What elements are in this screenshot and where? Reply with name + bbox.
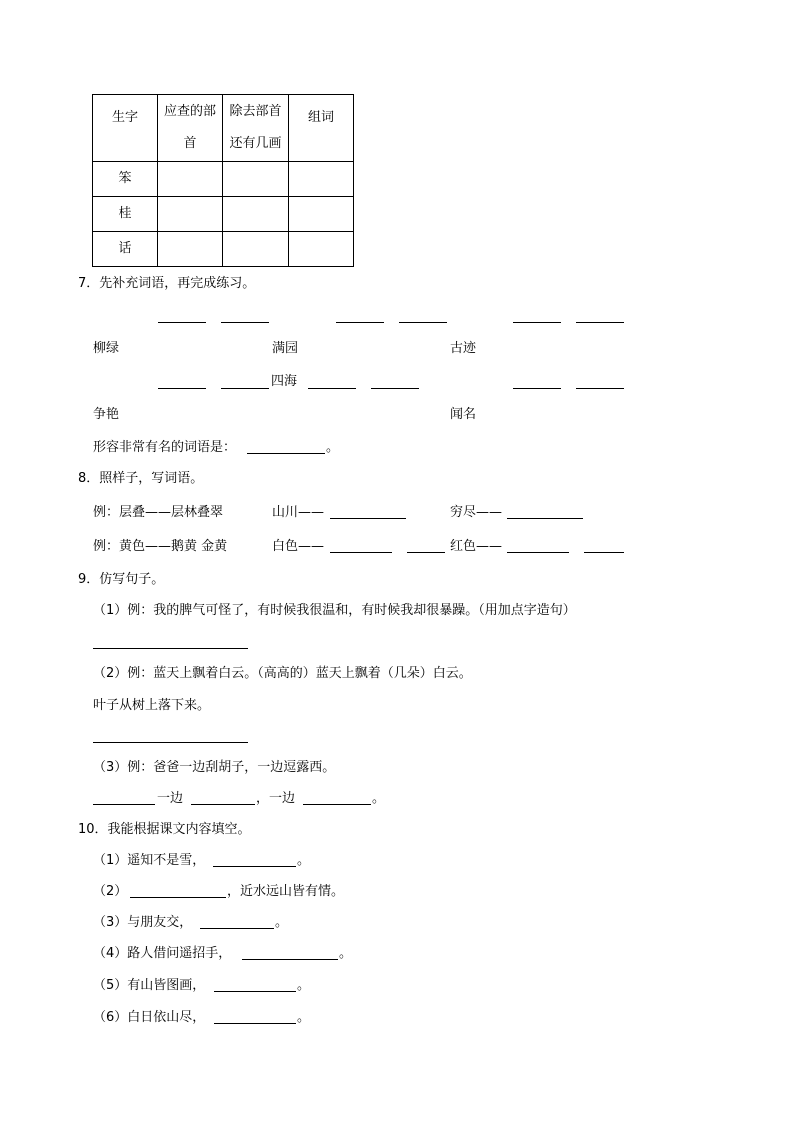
answer-blank[interactable]: [330, 518, 406, 519]
answer-blank[interactable]: [200, 928, 274, 929]
table-cell: 桂: [93, 197, 158, 232]
answer-blank[interactable]: [247, 453, 325, 454]
table-cell: 话: [93, 232, 158, 267]
answer-blank[interactable]: [158, 388, 206, 389]
answer-blank[interactable]: [576, 388, 624, 389]
table-row: [93, 162, 354, 197]
q10-line-4: （4）路人借问遥招手，: [93, 946, 232, 961]
word-zhengyan: 争艳: [93, 407, 120, 422]
header-cell: 除去部首 还有几画: [223, 95, 289, 162]
q10-end-4: 。: [339, 946, 353, 961]
answer-blank[interactable]: [93, 648, 248, 649]
answer-blank[interactable]: [371, 388, 419, 389]
q8-shanchuan: 山川——: [272, 505, 325, 520]
word-guji: 古迹: [450, 341, 477, 356]
q10-line-3: （3）与朋友交，: [93, 915, 193, 930]
answer-blank[interactable]: [214, 991, 296, 992]
q10-end-6: 。: [297, 1010, 311, 1025]
q8-example-2: 例：黄色——鹅黄 金黄: [93, 539, 228, 554]
table-cell: 笨: [93, 162, 158, 197]
q10-end-3: 。: [275, 915, 289, 930]
q8-baise: 白色——: [272, 539, 325, 554]
header-cell: 应查的部 首: [158, 95, 223, 162]
q10-end-1: 。: [297, 853, 311, 868]
answer-blank[interactable]: [584, 552, 624, 553]
answer-blank[interactable]: [213, 866, 296, 867]
question-8-title: 8．照样子，写词语。: [78, 471, 204, 486]
answer-blank[interactable]: [221, 388, 269, 389]
answer-blank[interactable]: [93, 742, 248, 743]
q8-qiongjin: 穷尽——: [450, 505, 503, 520]
answer-blank[interactable]: [507, 552, 569, 553]
answer-cell[interactable]: [289, 232, 354, 267]
table-row: [93, 197, 354, 232]
answer-blank[interactable]: [221, 322, 269, 323]
table-row: [93, 232, 354, 267]
answer-blank[interactable]: [576, 322, 624, 323]
q9-sentence-2b: 叶子从树上落下来。: [93, 698, 211, 713]
answer-blank[interactable]: [399, 322, 447, 323]
q7-prompt: 形容非常有名的词语是：: [93, 440, 237, 455]
answer-cell[interactable]: [223, 232, 289, 267]
word-manyuan: 满园: [272, 341, 299, 356]
q10-line-2b: ，近水远山皆有情。: [227, 884, 345, 899]
answer-cell[interactable]: [223, 162, 289, 197]
answer-blank[interactable]: [513, 388, 561, 389]
word-sihai: 四海: [271, 374, 298, 389]
q10-line-5: （5）有山皆图画，: [93, 978, 206, 993]
question-7-title: 7．先补充词语，再完成练习。: [78, 276, 256, 291]
answer-blank[interactable]: [330, 552, 392, 553]
q9-yibian-1: 一边: [157, 791, 184, 806]
q9-sentence-3: （3）例：爸爸一边刮胡子，一边逗露西。: [93, 760, 336, 775]
answer-blank[interactable]: [308, 388, 356, 389]
answer-blank[interactable]: [93, 804, 155, 805]
answer-blank[interactable]: [513, 322, 561, 323]
answer-blank[interactable]: [407, 552, 445, 553]
header-cell: 组词: [289, 95, 354, 162]
answer-cell[interactable]: [158, 197, 223, 232]
answer-blank[interactable]: [191, 804, 255, 805]
table-header-row: [93, 95, 354, 162]
q9-end: 。: [372, 791, 386, 806]
answer-blank[interactable]: [336, 322, 384, 323]
question-10-title: 10．我能根据课文内容填空。: [78, 822, 251, 837]
answer-blank[interactable]: [130, 897, 226, 898]
q9-sentence-2: （2）例：蓝天上飘着白云。（高高的）蓝天上飘着（几朵）白云。: [93, 666, 472, 681]
q10-line-1: （1）遥知不是雪，: [93, 853, 206, 868]
answer-cell[interactable]: [158, 162, 223, 197]
q8-example-1: 例：层叠——层林叠翠: [93, 505, 224, 520]
answer-blank[interactable]: [214, 1023, 296, 1024]
answer-blank[interactable]: [303, 804, 371, 805]
q10-end-5: 。: [297, 978, 311, 993]
word-wenming: 闻名: [450, 407, 477, 422]
q9-yibian-2: ，一边: [256, 791, 296, 806]
q10-line-6: （6）白日依山尽，: [93, 1010, 206, 1025]
q8-hongse: 红色——: [450, 539, 503, 554]
q10-line-2a: （2）: [93, 884, 128, 899]
word-liulv: 柳绿: [93, 341, 120, 356]
answer-cell[interactable]: [289, 197, 354, 232]
answer-blank[interactable]: [242, 959, 338, 960]
q7-end: 。: [326, 440, 340, 455]
answer-cell[interactable]: [158, 232, 223, 267]
answer-cell[interactable]: [223, 197, 289, 232]
question-9-title: 9．仿写句子。: [78, 572, 165, 587]
answer-blank[interactable]: [507, 518, 583, 519]
header-cell: 生字: [93, 95, 158, 162]
answer-cell[interactable]: [289, 162, 354, 197]
answer-blank[interactable]: [158, 322, 206, 323]
q9-sentence-1: （1）例：我的脾气可怪了，有时候我很温和，有时候我却很暴躁。（用加点字造句）: [93, 603, 576, 618]
character-table: [92, 94, 354, 267]
